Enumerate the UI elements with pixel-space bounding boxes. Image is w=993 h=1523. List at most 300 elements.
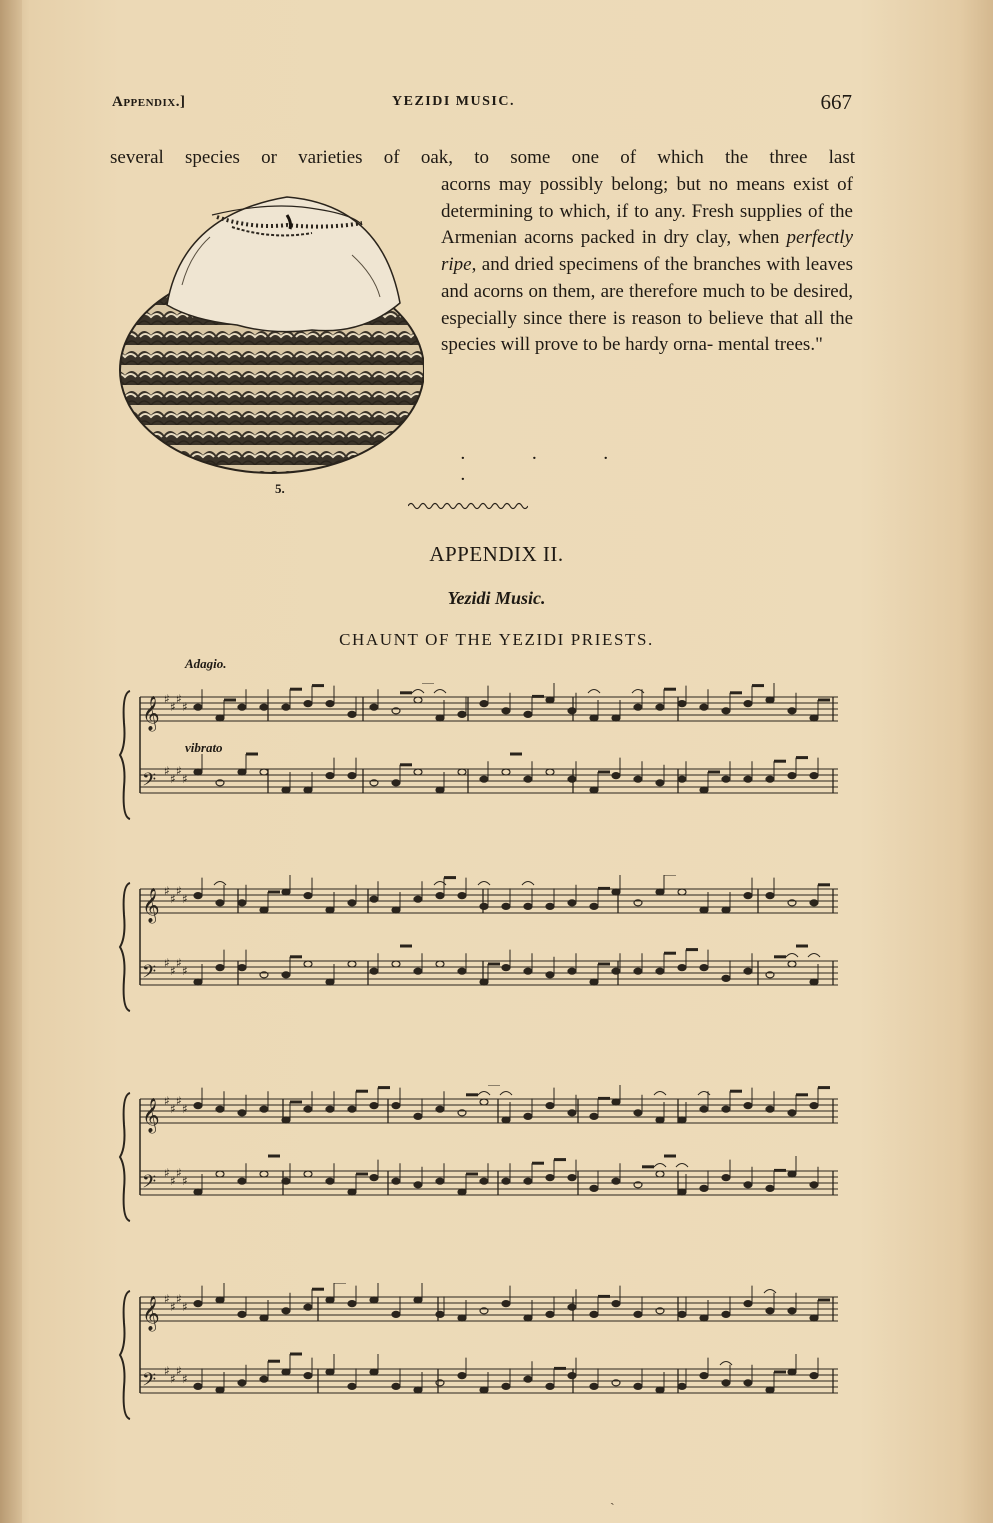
note-head — [744, 968, 752, 974]
note-head — [788, 1171, 796, 1177]
note-head — [700, 1315, 708, 1321]
note-head — [612, 715, 620, 721]
note-head — [436, 1311, 444, 1317]
note-head — [304, 1106, 312, 1112]
note-head — [458, 893, 466, 899]
note-head — [700, 704, 708, 710]
note-head — [546, 972, 554, 978]
note-head — [590, 1311, 598, 1317]
note-head — [568, 1175, 576, 1181]
sharp-sign: ♯ — [176, 1292, 182, 1306]
note-head — [238, 1178, 246, 1184]
note-head — [370, 1103, 378, 1109]
note-head — [700, 907, 708, 913]
note-head — [634, 1311, 642, 1317]
note-head — [458, 711, 466, 717]
sharp-sign: ♯ — [164, 1364, 170, 1378]
note-head — [722, 1311, 730, 1317]
note-head — [590, 979, 598, 985]
note-head — [436, 1106, 444, 1112]
note-head — [326, 1369, 334, 1375]
sharp-sign: ♯ — [164, 884, 170, 898]
note-head — [216, 900, 224, 906]
fermata — [522, 882, 534, 886]
note-head — [810, 900, 818, 906]
fermata — [478, 1092, 490, 1096]
note-head — [546, 769, 554, 775]
note-head — [238, 1380, 246, 1386]
running-head-title: YEZIDI MUSIC. — [392, 94, 515, 109]
note-head — [612, 773, 620, 779]
note-head — [590, 903, 598, 909]
note-head — [260, 907, 268, 913]
note-head — [194, 893, 202, 899]
system-brace — [120, 1291, 130, 1419]
note-head — [502, 1178, 510, 1184]
note-head — [524, 903, 532, 909]
bass-clef: 𝄢 — [142, 1370, 157, 1395]
note-head — [766, 697, 774, 703]
note-head — [568, 1304, 576, 1310]
note-head — [326, 1297, 334, 1303]
sharp-sign: ♯ — [182, 1300, 188, 1314]
note-head — [634, 968, 642, 974]
sharp-sign: ♯ — [176, 764, 182, 778]
note-head — [436, 715, 444, 721]
note-head — [766, 1387, 774, 1393]
note-head — [612, 889, 620, 895]
sharp-sign: ♯ — [182, 700, 188, 714]
note-head — [502, 965, 510, 971]
note-head — [458, 769, 466, 775]
note-head — [700, 1185, 708, 1191]
note-head — [414, 1113, 422, 1119]
note-head — [392, 780, 400, 786]
fermata — [786, 954, 798, 958]
note-head — [612, 1178, 620, 1184]
note-head — [414, 1387, 422, 1393]
note-head — [304, 787, 312, 793]
note-head — [348, 1189, 356, 1195]
note-head — [326, 773, 334, 779]
note-head — [524, 1178, 532, 1184]
running-head-left: Appendix.] — [112, 94, 186, 110]
note-head — [370, 896, 378, 902]
note-head — [546, 1103, 554, 1109]
body-first-line: several species or varieties of oak, to some one of which the three last — [110, 147, 855, 168]
note-head — [392, 961, 400, 967]
note-head — [216, 1171, 224, 1177]
note-head — [216, 1297, 224, 1303]
tempo-marking: Adagio. — [185, 656, 227, 671]
section-divider — [408, 500, 528, 512]
note-head — [568, 1110, 576, 1116]
ellipsis-dots: · · · · — [460, 448, 639, 490]
sharp-sign: ♯ — [170, 1174, 176, 1188]
fermata — [588, 690, 600, 694]
sharp-sign: ♯ — [170, 1300, 176, 1314]
note-head — [502, 769, 510, 775]
note-head — [282, 1369, 290, 1375]
note-head — [524, 968, 532, 974]
note-head — [370, 1297, 378, 1303]
note-head — [414, 896, 422, 902]
sharp-sign: ♯ — [182, 964, 188, 978]
treble-clef: 𝄞 — [142, 1098, 160, 1133]
body-wrapped-paragraph — [441, 172, 853, 359]
note-head — [744, 701, 752, 707]
fermata — [214, 882, 226, 886]
note-head — [458, 968, 466, 974]
sharp-sign: ♯ — [164, 1166, 170, 1180]
note-head — [634, 1383, 642, 1389]
note-head — [722, 708, 730, 714]
note-head — [370, 1175, 378, 1181]
sharp-sign: ♯ — [164, 1094, 170, 1108]
note-head — [238, 769, 246, 775]
fermata — [412, 690, 424, 694]
note-head — [524, 1113, 532, 1119]
note-head — [304, 893, 312, 899]
note-head — [480, 776, 488, 782]
fermata — [654, 1164, 666, 1168]
treble-clef: 𝄞 — [142, 696, 160, 731]
sharp-sign: ♯ — [182, 892, 188, 906]
binding-gutter — [0, 0, 22, 1523]
note-head — [634, 1110, 642, 1116]
sharp-sign: ♯ — [170, 1102, 176, 1116]
note-head — [744, 776, 752, 782]
acorn-illustration — [112, 185, 424, 475]
sharp-sign: ♯ — [182, 1102, 188, 1116]
note-head — [436, 961, 444, 967]
note-head — [546, 903, 554, 909]
note-head — [722, 907, 730, 913]
note-head — [744, 1182, 752, 1188]
sharp-sign: ♯ — [164, 956, 170, 970]
note-head — [194, 1189, 202, 1195]
sharp-sign: ♯ — [182, 772, 188, 786]
treble-clef: 𝄞 — [142, 888, 160, 923]
note-head — [700, 965, 708, 971]
note-head — [216, 965, 224, 971]
note-head — [458, 1189, 466, 1195]
body-line: the species will prove to be hardy orna- — [441, 307, 854, 356]
fermata — [808, 954, 820, 958]
note-head — [392, 907, 400, 913]
note-head — [678, 965, 686, 971]
note-head — [348, 1383, 356, 1389]
note-head — [766, 1308, 774, 1314]
body-italic-word: ripe — [441, 254, 472, 276]
note-head — [546, 1383, 554, 1389]
note-head — [656, 1117, 664, 1123]
fermata — [500, 1092, 512, 1096]
note-head — [502, 1117, 510, 1123]
system-brace — [120, 691, 130, 819]
note-head — [810, 1182, 818, 1188]
note-head — [282, 1117, 290, 1123]
note-head — [810, 773, 818, 779]
note-head — [744, 893, 752, 899]
note-head — [348, 1301, 356, 1307]
note-head — [348, 961, 356, 967]
sharp-sign: ♯ — [182, 1174, 188, 1188]
note-head — [480, 979, 488, 985]
system-brace — [120, 883, 130, 1011]
note-head — [260, 1106, 268, 1112]
note-head — [656, 968, 664, 974]
sharp-sign: ♯ — [164, 764, 170, 778]
note-head — [260, 769, 268, 775]
note-head — [656, 889, 664, 895]
note-head — [282, 889, 290, 895]
note-head — [260, 1376, 268, 1382]
note-head — [744, 1380, 752, 1386]
note-head — [766, 776, 774, 782]
note-head — [810, 979, 818, 985]
note-head — [304, 961, 312, 967]
note-head — [414, 1182, 422, 1188]
note-head — [238, 1311, 246, 1317]
note-head — [678, 776, 686, 782]
sharp-sign: ♯ — [176, 692, 182, 706]
note-head — [480, 1387, 488, 1393]
note-head — [678, 1383, 686, 1389]
body-line: mental trees." — [718, 334, 823, 356]
sharp-sign: ♯ — [170, 700, 176, 714]
note-head — [326, 1178, 334, 1184]
paper-mark: ˏ — [610, 1490, 615, 1506]
note-head — [700, 1106, 708, 1112]
note-head — [788, 1308, 796, 1314]
note-head — [458, 1315, 466, 1321]
note-head — [326, 979, 334, 985]
note-head — [590, 715, 598, 721]
note-head — [502, 1301, 510, 1307]
fermata — [478, 882, 490, 886]
note-head — [304, 701, 312, 707]
expression-marking: vibrato — [185, 740, 223, 755]
sharp-sign: ♯ — [170, 772, 176, 786]
fermata — [676, 1164, 688, 1168]
note-head — [612, 1301, 620, 1307]
bass-clef: 𝄢 — [142, 770, 157, 795]
note-head — [788, 708, 796, 714]
note-head — [238, 1110, 246, 1116]
note-head — [568, 968, 576, 974]
note-head — [480, 1099, 488, 1105]
note-head — [216, 1387, 224, 1393]
note-head — [678, 1311, 686, 1317]
note-head — [480, 701, 488, 707]
note-head — [260, 704, 268, 710]
note-head — [348, 900, 356, 906]
note-head — [414, 968, 422, 974]
music-section-title: Yezidi Music. — [447, 588, 546, 608]
body-line: means exist of determining to which, if — [441, 174, 854, 222]
note-head — [194, 769, 202, 775]
note-head — [810, 715, 818, 721]
note-head — [700, 787, 708, 793]
note-head — [238, 965, 246, 971]
note-head — [766, 1185, 774, 1191]
note-head — [810, 1315, 818, 1321]
sharp-sign: ♯ — [170, 1372, 176, 1386]
note-head — [744, 1103, 752, 1109]
note-head — [788, 1369, 796, 1375]
note-head — [194, 979, 202, 985]
body-line: since there is reason to believe that all — [523, 307, 824, 329]
piece-title: CHAUNT OF THE YEZIDI PRIESTS. — [339, 630, 654, 649]
note-head — [238, 704, 246, 710]
fermata — [764, 1290, 776, 1294]
note-head — [546, 697, 554, 703]
note-head — [326, 1106, 334, 1112]
fermata — [654, 1092, 666, 1096]
music-system-3 — [118, 1085, 843, 1230]
note-head — [414, 769, 422, 775]
note-head — [568, 776, 576, 782]
note-head — [766, 893, 774, 899]
note-head — [788, 1110, 796, 1116]
note-head — [194, 1103, 202, 1109]
note-head — [678, 701, 686, 707]
note-head — [678, 1189, 686, 1195]
note-head — [304, 1171, 312, 1177]
note-head — [458, 1373, 466, 1379]
note-head — [502, 708, 510, 714]
note-head — [634, 704, 642, 710]
note-head — [216, 1106, 224, 1112]
note-head — [810, 1103, 818, 1109]
note-head — [194, 1301, 202, 1307]
note-head — [766, 1106, 774, 1112]
body-line: acorns packed in dry clay, when — [524, 227, 787, 249]
note-head — [590, 787, 598, 793]
note-head — [546, 1311, 554, 1317]
note-head — [524, 1315, 532, 1321]
sharp-sign: ♯ — [176, 1166, 182, 1180]
note-head — [700, 1373, 708, 1379]
note-head — [414, 1297, 422, 1303]
note-head — [326, 701, 334, 707]
note-head — [722, 1380, 730, 1386]
body-line: with leaves and acorns on them, are — [441, 254, 853, 302]
note-head — [436, 787, 444, 793]
note-head — [282, 972, 290, 978]
note-head — [370, 968, 378, 974]
music-system-4 — [118, 1283, 843, 1428]
appendix-title: APPENDIX II. — [429, 542, 564, 566]
note-head — [436, 1178, 444, 1184]
note-head — [590, 1185, 598, 1191]
note-head — [480, 1178, 488, 1184]
note-head — [480, 903, 488, 909]
body-line: therefore much to be desired, especially — [441, 280, 853, 329]
note-head — [304, 1304, 312, 1310]
note-head — [260, 1171, 268, 1177]
note-head — [568, 900, 576, 906]
note-head — [348, 711, 356, 717]
note-head — [392, 1383, 400, 1389]
body-line: , and dried specimens of the branches — [471, 254, 761, 276]
note-head — [392, 1178, 400, 1184]
treble-clef: 𝄞 — [142, 1296, 160, 1331]
note-head — [612, 968, 620, 974]
note-head — [194, 704, 202, 710]
note-head — [612, 1099, 620, 1105]
note-head — [678, 889, 686, 895]
note-head — [282, 704, 290, 710]
note-head — [788, 773, 796, 779]
figure-number: 5. — [275, 481, 285, 496]
sharp-sign: ♯ — [170, 892, 176, 906]
sharp-sign: ♯ — [176, 1364, 182, 1378]
note-head — [370, 704, 378, 710]
sharp-sign: ♯ — [170, 964, 176, 978]
sharp-sign: ♯ — [176, 884, 182, 898]
note-head — [656, 1171, 664, 1177]
note-head — [656, 780, 664, 786]
note-head — [590, 1383, 598, 1389]
note-head — [502, 1383, 510, 1389]
note-head — [656, 704, 664, 710]
note-head — [810, 1373, 818, 1379]
note-head — [282, 1308, 290, 1314]
note-head — [634, 776, 642, 782]
running-head — [112, 92, 852, 118]
bass-clef: 𝄢 — [142, 962, 157, 987]
page-number: 667 — [820, 90, 852, 114]
note-head — [788, 961, 796, 967]
note-head — [216, 715, 224, 721]
bass-clef: 𝄢 — [142, 1172, 157, 1197]
note-head — [348, 1106, 356, 1112]
note-head — [370, 1369, 378, 1375]
note-head — [568, 708, 576, 714]
note-head — [590, 1113, 598, 1119]
note-head — [436, 893, 444, 899]
note-head — [282, 787, 290, 793]
note-head — [656, 1387, 664, 1393]
note-head — [348, 773, 356, 779]
note-head — [568, 1373, 576, 1379]
fermata — [434, 690, 446, 694]
body-line: to any. Fresh supplies of the Armenian — [441, 200, 853, 249]
note-head — [722, 776, 730, 782]
sharp-sign: ♯ — [176, 956, 182, 970]
body-line: acorns may possibly belong; but no — [441, 174, 729, 195]
note-head — [260, 1315, 268, 1321]
note-head — [524, 711, 532, 717]
note-head — [326, 907, 334, 913]
note-head — [392, 1311, 400, 1317]
music-system-2 — [118, 875, 843, 1020]
note-head — [524, 776, 532, 782]
note-head — [722, 975, 730, 981]
note-head — [744, 1301, 752, 1307]
note-head — [194, 1383, 202, 1389]
note-head — [722, 1175, 730, 1181]
note-head — [502, 903, 510, 909]
system-brace — [120, 1093, 130, 1221]
note-head — [678, 1117, 686, 1123]
note-head — [282, 1178, 290, 1184]
sharp-sign: ♯ — [164, 692, 170, 706]
fermata — [720, 1362, 732, 1366]
sharp-sign: ♯ — [182, 1372, 188, 1386]
